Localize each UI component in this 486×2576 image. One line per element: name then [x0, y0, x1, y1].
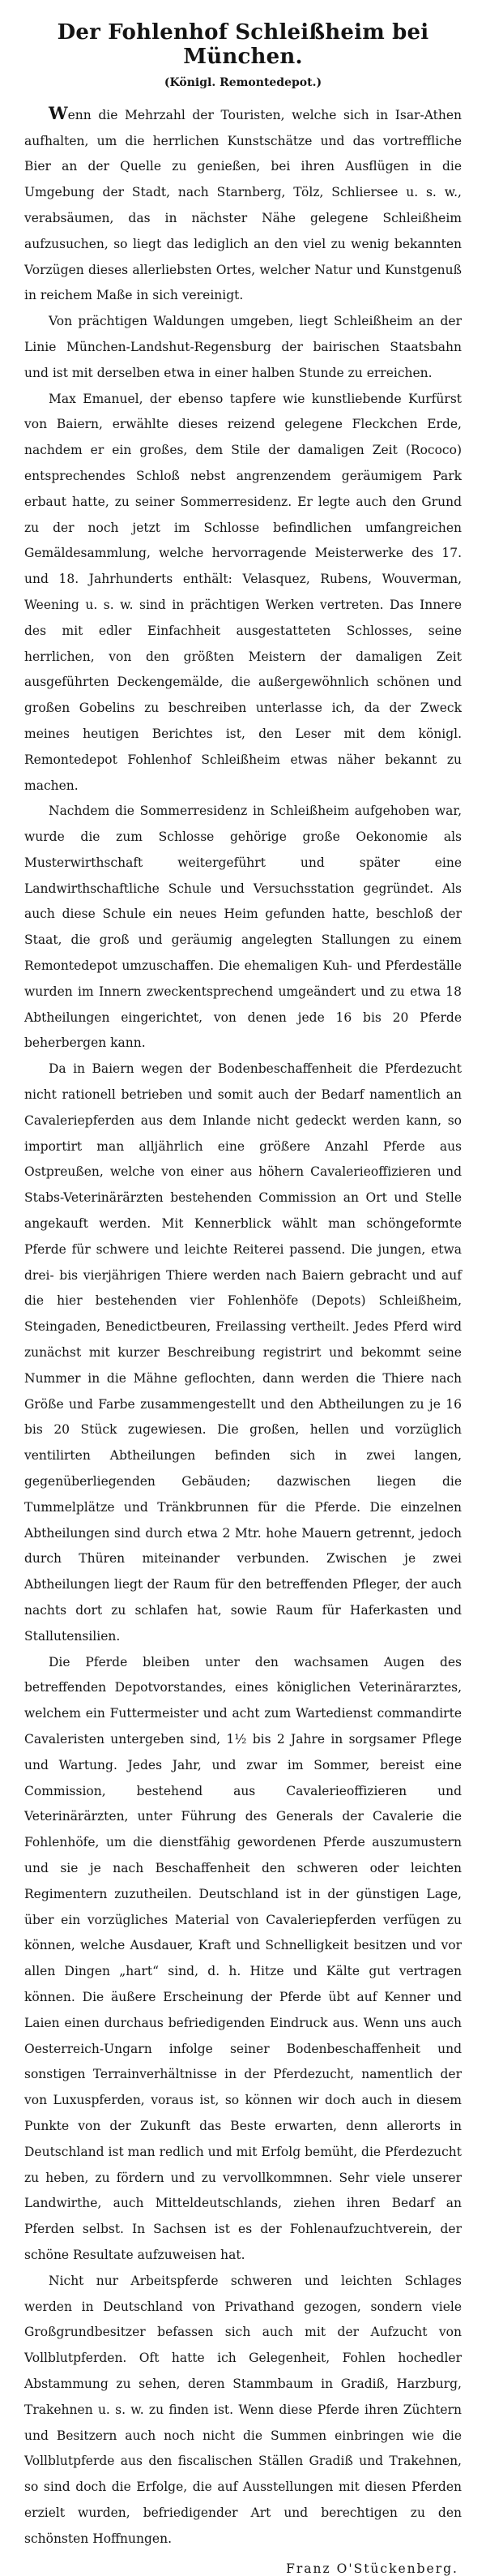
article-title: Der Fohlenhof Schleißheim bei München.	[57, 20, 429, 69]
article-body	[24, 101, 462, 2552]
article-paragraph: Da in Baiern wegen der Bodenbeschaffenheit die Pferdezucht nicht rationell betrieben und somit auch der Bedarf namentlich an Cavaleriepferden aus dem Inlande nicht gedeckt werden kann, so importirt man alljährlich eine größere Anzahl Pferde aus Ostpreußen, welche von einer aus höhern Cavalerieoffizieren und Stabs-Veterinärärzten bestehenden Commission an Ort und Stelle angekauft werden. Mit Kennerblick wählt man schöngeformte Pferde für schwere und leichte Reiterei passend. Die jungen, etwa drei- bis vierjährigen Thiere werden nach Baiern gebracht und auf die hier bestehenden vier Fohlenhöfe (Depots) Schleißheim, Steingaden, Benedictbeuren, Freilassing vertheilt. Jedes Pferd wird zunächst mit kurzer Beschreibung registrirt und bekommt seine Nummer in die Mähne geflochten, dann werden die Thiere nach Größe und Farbe zusammengestellt und den Abtheilungen zu je 16 bis 20 Stück zugewiesen. Die großen, hellen und vorzüglich ventilirten Abtheilungen befinden sich in zwei langen, gegenüberliegenden Gebäuden; dazwischen liegen die Tummelplätze und Tränkbrunnen für die Pferde. Die einzelnen Abtheilungen sind durch etwa 2 Mtr. hohe Mauern getrennt, jedoch durch Thüren miteinander verbunden. Zwischen je zwei Abtheilungen liegt der Raum für den betreffenden Pfleger, der auch nachts dort zu schlafen hat, sowie Raum für Haferkasten und Stallutensilien.	[24, 1061, 462, 1644]
article-paragraph: Nicht nur Arbeitspferde schweren und leichten Schlages werden in Deutschland von Privathand gezogen, sondern viele Großgrundbesitzer befassen sich auch mit der Aufzucht von Vollblutpferden. Oft hatte ich Gelegenheit, Fohlen hochedler Abstammung zu sehen, deren Stammbaum in Gradiß, Harzburg, Trakehnen u. s. w. zu finden ist. Wenn diese Pferde ihren Züchtern und Besitzern auch noch nicht die Summen einbringen wie die Vollblutpferde aus den fiscalischen Ställen Gradiß und Trakehnen, so sind doch die Erfolge, die auf Ausstellungen mit diesen Pferden erzielt wurden, befriedigender Art und berechtigen zu den schönsten Hoffnungen.	[24, 2273, 462, 2546]
article-paragraph: Die Pferde bleiben unter den wachsamen Augen des betreffenden Depotvorstandes, eines königlichen Veterinärarztes, welchem ein Futtermeister und acht zum Wartedienst commandirte Cavaleristen untergeben sind, 1½ bis 2 Jahre in sorgsamer Pflege und Wartung. Jedes Jahr, und zwar im Sommer, bereist eine Commission, bestehend aus Cavalerieoffizieren und Veterinärärzten, unter Führung des Generals der Cavalerie die Fohlenhöfe, um die dienstfähig gewordenen Pferde auszumustern und sie je nach Beschaffenheit den schweren oder leichten Regimentern zuzutheilen. Deutschland ist in der günstigen Lage, über ein vorzügliches Material von Cavaleriepferden verfügen zu können, welche Ausdauer, Kraft und Schnelligkeit besitzen und vor allen Dingen „hart“ sind, d. h. Hitze und Kälte gut vertragen können. Die äußere Erscheinung der Pferde übt auf Kenner und Laien einen durchaus befriedigenden Eindruck aus. Wenn uns auch Oesterreich-Ungarn infolge seiner Bodenbeschaffenheit und sonstigen Terrainverhältnisse in der Pferdezucht, namentlich der von Luxuspferden, voraus ist, so können wir doch auch in diesem Punkte von der Zukunft das Beste erwarten, denn allerorts in Deutschland ist man redlich und mit Erfolg bemüht, die Pferdezucht zu heben, zu fördern und zu vervollkommnen. Sehr viele unserer Landwirthe, auch Mitteldeutschlands, ziehen ihren Bedarf an Pferden selbst. In Sachsen ist es der Fohlenaufzuchtverein, der schöne Resultate aufzuweisen hat.	[24, 1654, 462, 2262]
article-paragraph: Max Emanuel, der ebenso tapfere wie kunstliebende Kurfürst von Baiern, erwählte dieses reizend gelegene Fleckchen Erde, nachdem er ein großes, dem Stile der damaligen Zeit (Rococo) entsprechendes Schloß nebst angrenzendem geräumigem Park erbaut hatte, zu seiner Sommerresidenz. Er legte auch den Grund zu der noch jetzt im Schlosse befindlichen umfangreichen Gemäldesammlung, welche hervorragende Meisterwerke des 17. und 18. Jahrhunderts enthält: Velasquez, Rubens, Wouverman, Weening u. s. w. sind in prächtigen Werken vertreten. Das Innere des mit edler Einfachheit ausgestatteten Schlosses, seine herrlichen, von den größten Meistern der damaligen Zeit ausgeführten Deckengemälde, die außergewöhnlich schönen und großen Gobelins zu beschreiben unterlasse ich, da der Zweck meines heutigen Berichtes ist, den Leser mit dem königl. Remontedepot Fohlenhof Schleißheim etwas näher bekannt zu machen.	[24, 391, 462, 793]
article-paragraph: Nachdem die Sommerresidenz in Schleißheim aufgehoben war, wurde die zum Schlosse gehörige große Oekonomie als Musterwirthschaft weitergeführt und später eine Landwirthschaftliche Schule und Versuchsstation gegründet. Als auch diese Schule ein neues Heim gefunden hatte, beschloß der Staat, die groß und geräumig angelegten Stallungen zu einem Remontedepot umzuschaffen. Die ehemaligen Kuh- und Pferdeställe wurden im Innern zweckentsprechend umgeändert und zu etwa 18 Abtheilungen eingerichtet, von denen jede 16 bis 20 Pferde beherbergen kann.	[24, 804, 462, 1051]
article-subtitle: (Königl. Remontedepot.)	[164, 75, 322, 89]
initial-letter: W	[49, 102, 68, 123]
article-paragraph: Von prächtigen Waldungen umgeben, liegt Schleißheim an der Linie München-Landshut-Regensburg der bairischen Staatsbahn und ist mit derselben etwa in einer halben Stunde zu erreichen.	[24, 314, 462, 380]
article-paragraph: Wenn die Mehrzahl der Touristen, welche sich in Isar-Athen aufhalten, um die herrlichen Kunstschätze und das vortreffliche Bier an der Quelle zu genießen, bei ihren Ausflügen in die Umgebung der Stadt, nach Starnberg, Tölz, Schliersee u. s. w., verabsäumen, das in nächster Nähe gelegene Schleißheim aufzusuchen, so liegt das lediglich an den viel zu wenig bekannten Vorzügen dieses allerliebsten Ortes, welcher Natur und Kunstgenuß in reichem Maße in sich vereinigt.	[24, 102, 462, 303]
author-signature: Franz O'Stückenberg.	[286, 2561, 458, 2576]
